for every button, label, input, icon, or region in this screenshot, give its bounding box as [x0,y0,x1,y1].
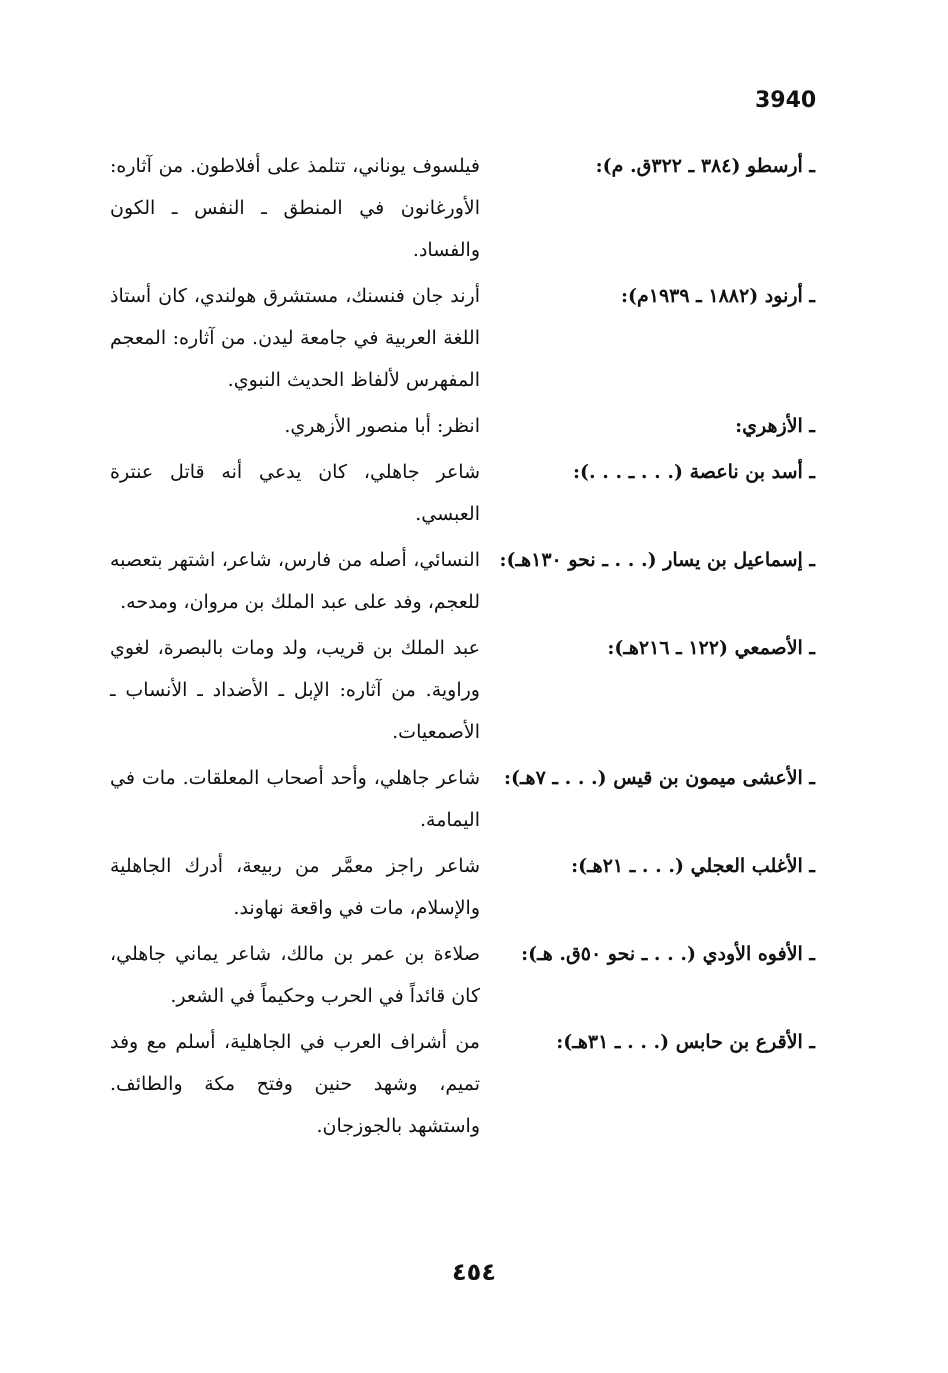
entry-description: من أشراف العرب في الجاهلية، أسلم مع وفد تميم، وشهد حنين وفتح مكة والطائف. واستشهد بالجوزجان. [110,1031,480,1137]
entry-description: فيلسوف يوناني، تتلمذ على أفلاطون. من آثاره: الأورغانون في المنطق ـ النفس ـ الكون والفساد. [110,155,480,261]
list-item [105,275,815,401]
page-reference-number: 3940 [755,88,817,113]
entry-description: أرند جان فنسنك، مستشرق هولندي، كان أستاذ اللغة العربية في جامعة ليدن. من آثاره: المعجم المفهرس لألفاظ الحديث النبوي. [110,285,480,391]
entries-list [105,145,815,1151]
list-item [105,933,815,1017]
page-number: ٤٥٤ [452,1258,496,1286]
list-item [105,451,815,535]
entry-description: صلاءة بن عمر بن مالك، شاعر يماني جاهلي، كان قائداً في الحرب وحكيماً في الشعر. [110,943,480,1007]
entry-name: ـ الأفوه الأودي (. . . ـ نحو ٥٠ق. هـ): [521,943,815,965]
entry-description: عبد الملك بن قريب، ولد ومات بالبصرة، لغوي وراوية. من آثاره: الإبل ـ الأضداد ـ الأنساب ـ الأصمعيات. [110,637,480,743]
entry-description: شاعر جاهلي، وأحد أصحاب المعلقات. مات في اليمامة. [110,767,480,831]
entry-name: ـ الأقرع بن حابس (. . . ـ ٣١هـ): [556,1031,815,1053]
entry-description: النسائي، أصله من فارس، شاعر، اشتهر بتعصبه للعجم، وفد على عبد الملك بن مروان، ومدحه. [110,549,480,613]
list-item [105,757,815,841]
entry-name: ـ الأصمعي (١٢٢ ـ ٢١٦هـ): [607,637,815,659]
list-item [105,627,815,753]
entry-name: ـ الأعشى ميمون بن قيس (. . . ـ ٧هـ): [503,767,815,789]
entry-name: ـ أرنود (١٨٨٢ ـ ١٩٣٩م): [620,285,815,307]
entry-description: انظر: أبا منصور الأزهري. [284,415,480,437]
list-item [105,145,815,271]
entry-name: ـ الأغلب العجلي (. . . ـ ٢١هـ): [571,855,815,877]
entry-description: شاعر جاهلي، كان يدعي أنه قاتل عنترة العبسي. [110,461,480,525]
list-item [105,405,815,447]
entry-description: شاعر راجز معمَّر من ربيعة، أدرك الجاهلية والإسلام، مات في واقعة نهاوند. [110,855,480,919]
entry-name: ـ أرسطو (٣٨٤ ـ ٣٢٢ق. م): [595,155,815,177]
list-item [105,845,815,929]
list-item [105,1021,815,1147]
entry-name: ـ الأزهري: [735,415,815,437]
entry-name: ـ أسد بن ناعصة (. . . ـ . . .): [573,461,815,483]
entry-name: ـ إسماعيل بن يسار (. . . ـ نحو ١٣٠هـ): [499,549,815,571]
list-item [105,539,815,623]
